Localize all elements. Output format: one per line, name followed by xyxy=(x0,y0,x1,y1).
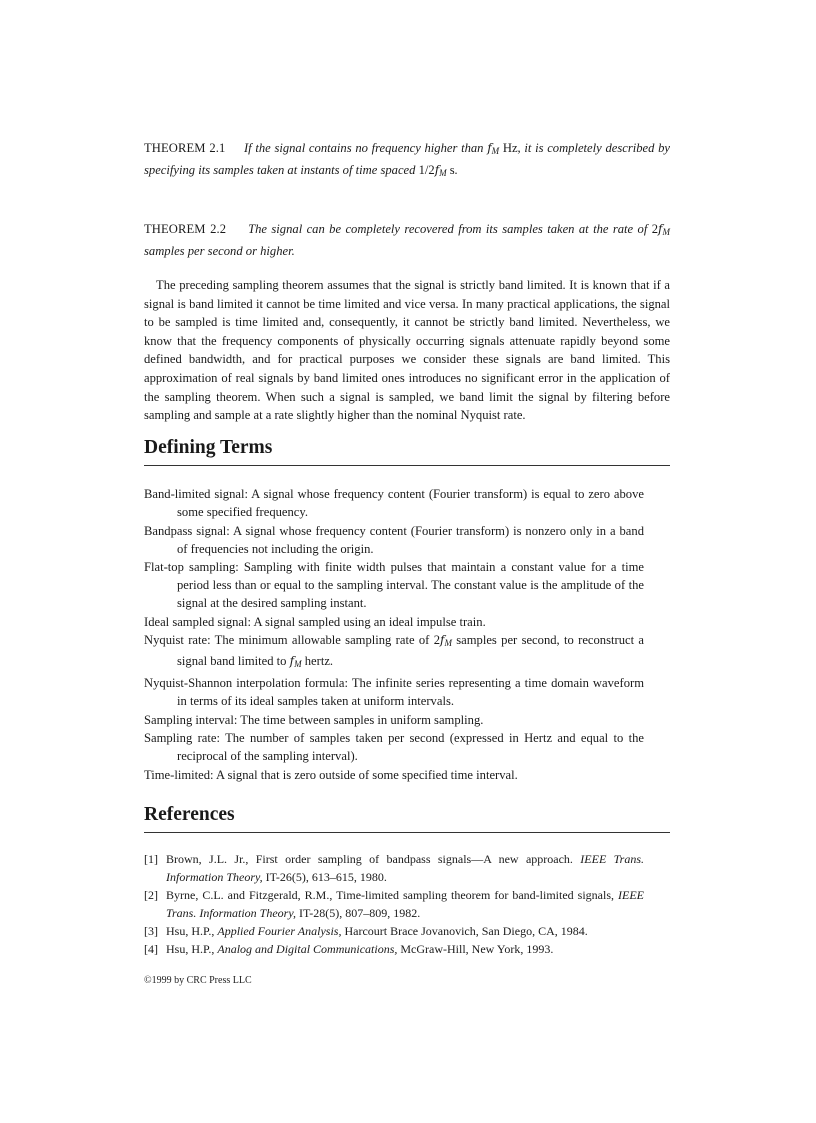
term-item xyxy=(144,631,644,673)
term-item: Time-limited: A signal that is zero outside of some specified time interval. xyxy=(144,767,518,782)
reference-journal: IEEE Trans. Information Theory, xyxy=(166,852,644,884)
reference-text: Hsu, H.P., xyxy=(166,942,218,956)
math-symbol: f xyxy=(658,222,663,236)
reference-journal: IEEE Trans. Information Theory, xyxy=(166,888,644,920)
term-text: Nyquist rate: The minimum allowable sampling rate of xyxy=(144,633,434,648)
reference-item xyxy=(144,886,644,922)
reference-item xyxy=(144,850,644,886)
copyright-footer: ©1999 by CRC Press LLC xyxy=(144,975,252,986)
theorem-2-2 xyxy=(144,220,670,261)
unit-text: Hz xyxy=(499,141,518,155)
reference-journal: Analog and Digital Communications, xyxy=(217,942,398,956)
term-text: samples per second, to reconstruct a signal band limited to xyxy=(177,633,644,669)
section-heading-defining-terms: Defining Terms xyxy=(144,437,670,466)
term-item: Flat-top sampling: Sampling with finite width pulses that maintain a constant value for a time period less than or equal to the sampling interval. The constant value is the amplitude of the signal at the desired sampling instant. xyxy=(144,560,644,611)
reference-number: [4] xyxy=(144,942,158,956)
math-symbol: f xyxy=(289,654,295,669)
math-expression: 2 xyxy=(433,633,440,648)
term-item: Sampling rate: The number of samples taken per second (expressed in Hertz and equal to the reciprocal of the sampling interval). xyxy=(144,731,644,764)
reference-text: Hsu, H.P., xyxy=(166,924,218,938)
theorem-label: THEOREM 2.1 xyxy=(144,141,226,155)
term-text: hertz. xyxy=(301,654,334,669)
reference-number: [1] xyxy=(144,852,158,866)
math-expression: 1/2 xyxy=(418,163,435,177)
math-expression: 2 xyxy=(651,222,659,236)
term-item: Nyquist-Shannon interpolation formula: The infinite series representing a time domain waveform in terms of its ideal samples taken at uniform intervals. xyxy=(144,675,644,708)
math-symbol: f xyxy=(439,633,445,648)
reference-text: IT-26(5), 613–615, 1980. xyxy=(262,870,387,884)
math-subscript: M xyxy=(491,146,500,156)
math-subscript: M xyxy=(444,638,452,649)
term-item: Ideal sampled signal: A signal sampled using an ideal impulse train. xyxy=(144,614,486,629)
term-item: Bandpass signal: A signal whose frequency content (Fourier transform) is nonzero only in a band of frequencies not including the origin. xyxy=(144,523,644,556)
math-symbol: f xyxy=(434,163,440,177)
term-item: Band-limited signal: A signal whose frequency content (Fourier transform) is equal to zero above some specified frequency. xyxy=(144,487,644,519)
body-paragraph: The preceding sampling theorem assumes that the signal is strictly band limited. It is known that if a signal is band limited it cannot be time limited and vice versa. In many practical applications, the signal to be sampled is time limited and, consequently, it cannot be strictly band limited. Nevertheless, we know that the frequency components of physically occurring signals attenuate rapidly beyond some defined bandwidth, and for practical purposes we consider these signals are band limited. This approximation of real signals by band limited ones introduces no significant error in the application of the sampling theorem. When such a signal is sampled, we band limit the signal by filtering before sampling and sample at a rate slightly higher than the nominal Nyquist rate. xyxy=(144,278,670,423)
theorem-2-1 xyxy=(144,139,670,183)
term-item: Sampling interval: The time between samples in uniform sampling. xyxy=(144,712,484,727)
reference-item xyxy=(144,940,644,958)
theorem-text: . xyxy=(454,163,458,177)
math-subscript: M xyxy=(294,659,302,670)
unit-text: s xyxy=(446,163,455,177)
references-list xyxy=(144,850,644,958)
math-symbol: f xyxy=(487,141,492,155)
reference-journal: Applied Fourier Analysis, xyxy=(217,924,342,938)
reference-text: Brown, J.L. Jr., First order sampling of bandpass signals—A new approach. xyxy=(166,852,581,866)
reference-text: McGraw-Hill, New York, 1993. xyxy=(397,942,554,956)
reference-text: Harcourt Brace Jovanovich, San Diego, CA, 1984. xyxy=(341,924,588,938)
reference-number: [2] xyxy=(144,888,158,902)
reference-text: Byrne, C.L. and Fitzgerald, R.M., Time-limited sampling theorem for band-limited signals, xyxy=(166,888,618,902)
theorem-text: The signal can be completely recovered from its samples taken at the rate of xyxy=(248,222,652,236)
reference-item xyxy=(144,922,644,940)
reference-text: IT-28(5), 807–809, 1982. xyxy=(296,906,421,920)
math-subscript: M xyxy=(439,168,447,178)
defining-terms-list xyxy=(144,485,644,784)
theorem-label: THEOREM 2.2 xyxy=(144,222,227,236)
section-heading-references: References xyxy=(144,804,670,833)
theorem-text: If the signal contains no frequency higher than xyxy=(243,141,488,155)
theorem-text: , it is completely described by specifying its samples taken at instants of time spaced xyxy=(144,141,670,177)
math-subscript: M xyxy=(662,227,670,237)
theorem-text: samples per second or higher. xyxy=(144,244,295,258)
reference-number: [3] xyxy=(144,924,158,938)
